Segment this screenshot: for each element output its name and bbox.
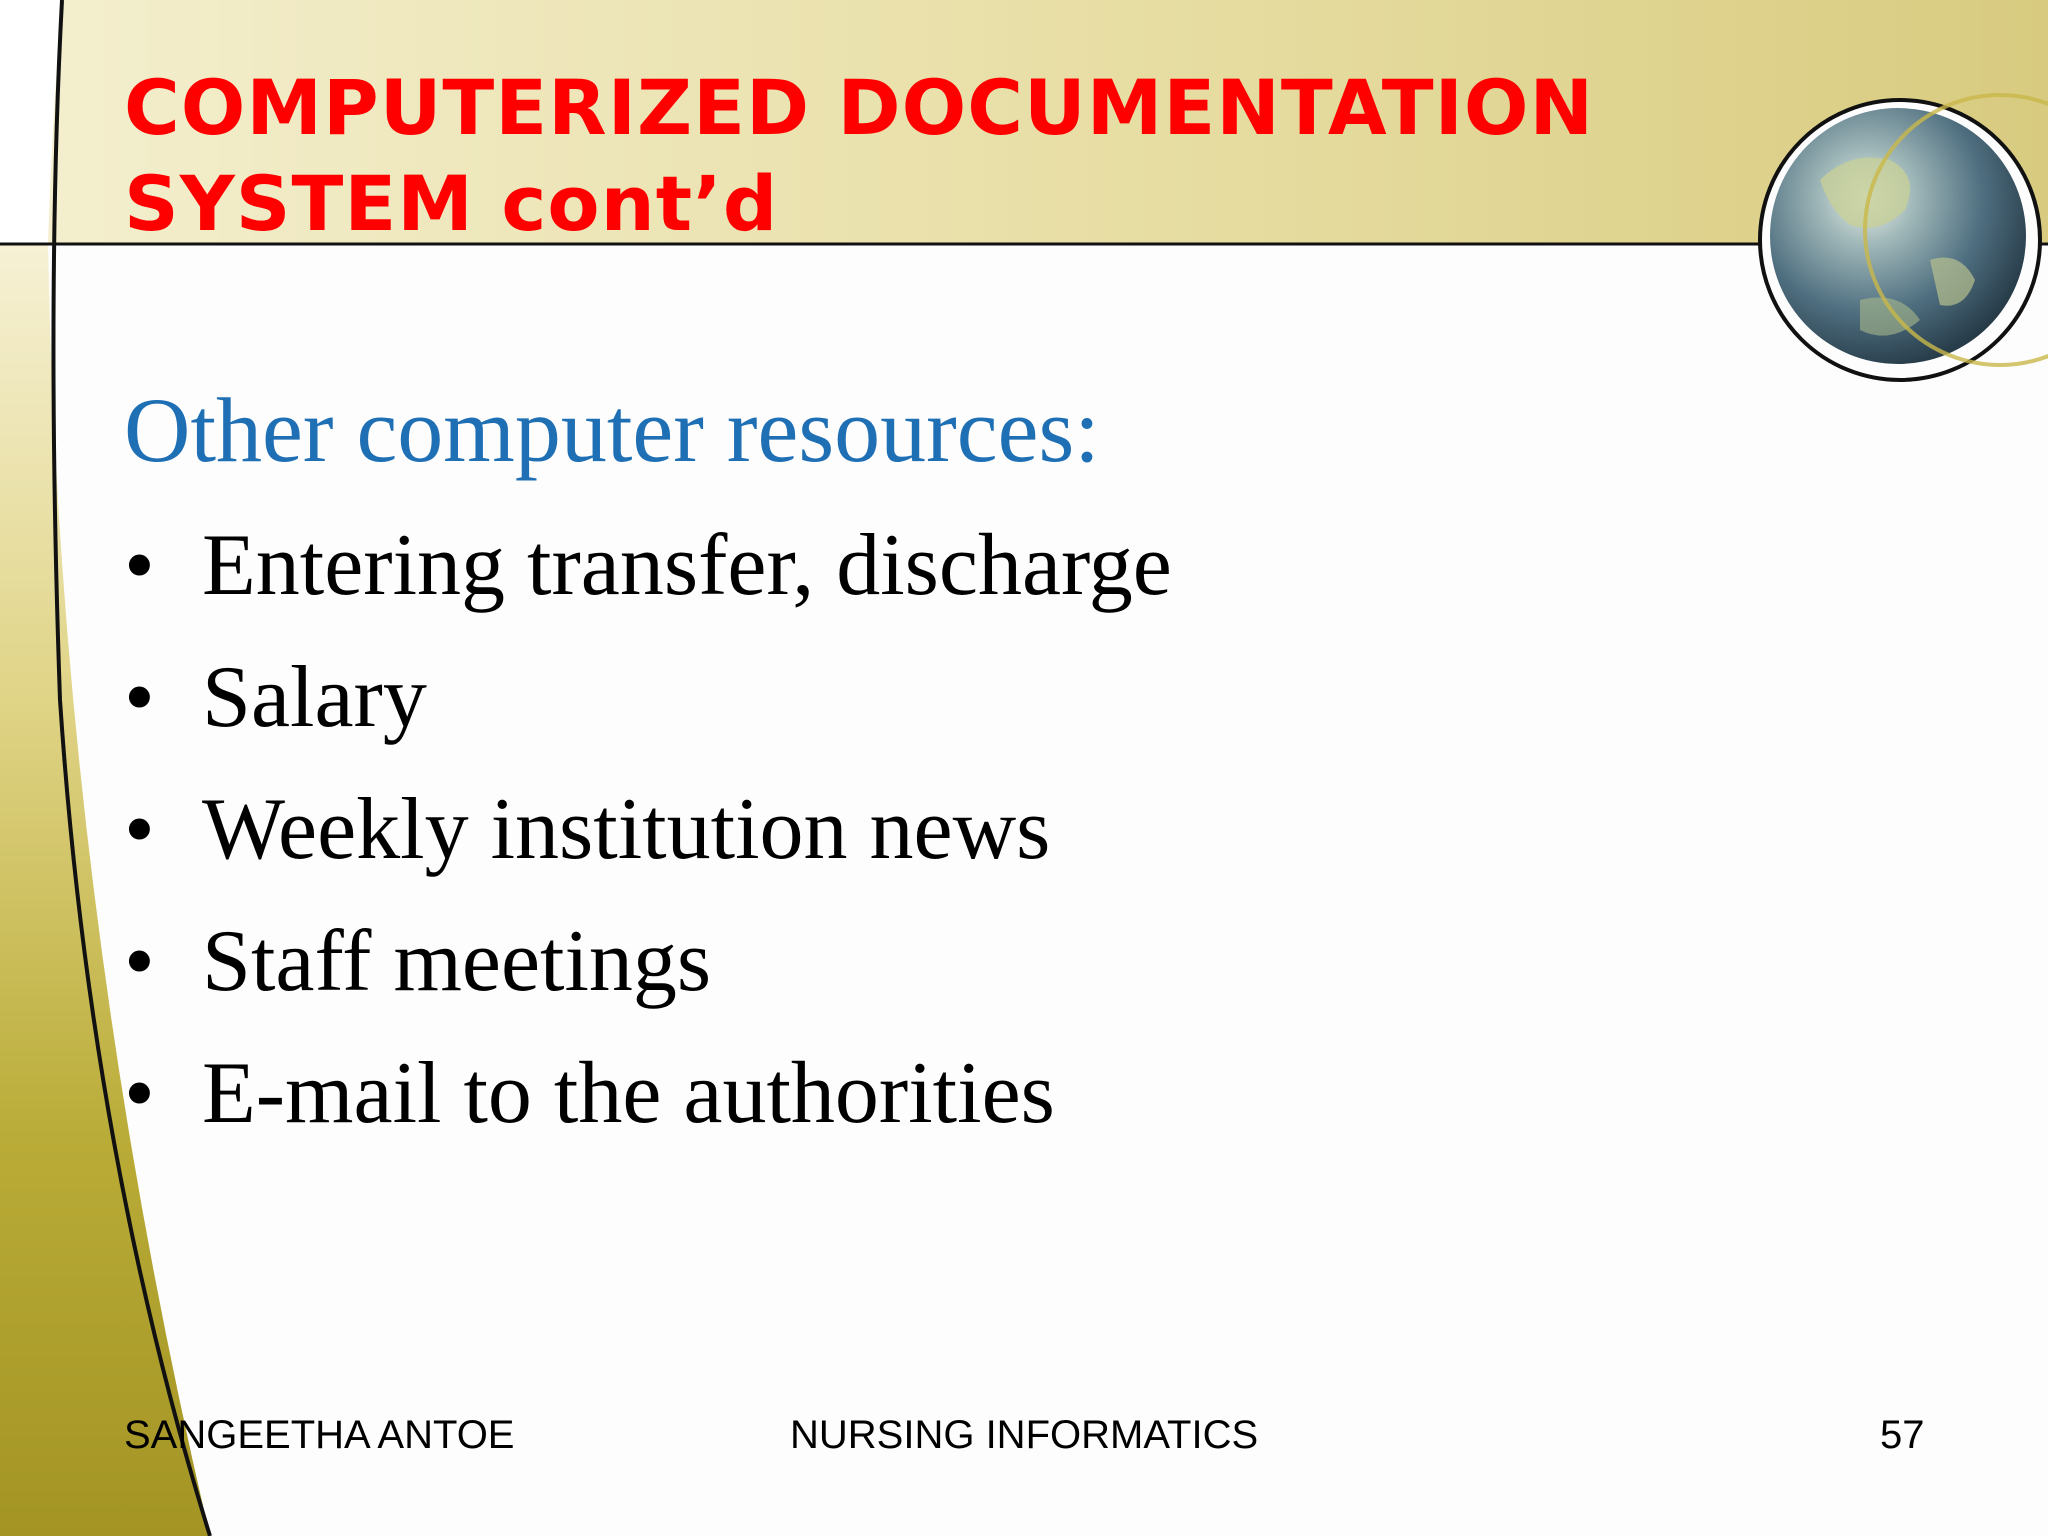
- section-heading: Other computer resources:: [124, 379, 1100, 481]
- bullet-text: Weekly institution news: [202, 781, 1051, 878]
- list-item: [124, 1028, 1172, 1160]
- list-item: [124, 764, 1172, 896]
- bullet-icon: •: [124, 1045, 155, 1142]
- bullet-text: Staff meetings: [202, 913, 712, 1010]
- bullet-text: E-mail to the authorities: [202, 1045, 1055, 1142]
- title-line-2: SYSTEM cont’d: [124, 159, 779, 248]
- title-line-1: COMPUTERIZED DOCUMENTATION: [124, 63, 1595, 152]
- bullet-icon: •: [124, 517, 155, 614]
- list-item: [124, 500, 1172, 632]
- list-item: [124, 896, 1172, 1028]
- bullet-icon: •: [124, 913, 155, 1010]
- footer-author: SANGEETHA ANTOE: [124, 1413, 515, 1457]
- bullet-text: Salary: [202, 649, 427, 746]
- slide-number: 57: [1880, 1413, 1925, 1457]
- bullet-text: Entering transfer, discharge: [202, 517, 1172, 614]
- bullet-icon: •: [124, 649, 155, 746]
- list-item: [124, 632, 1172, 764]
- slide-title: [124, 60, 1704, 252]
- bullet-icon: •: [124, 781, 155, 878]
- footer-course: NURSING INFORMATICS: [790, 1413, 1259, 1457]
- bullet-list: [124, 500, 1172, 1160]
